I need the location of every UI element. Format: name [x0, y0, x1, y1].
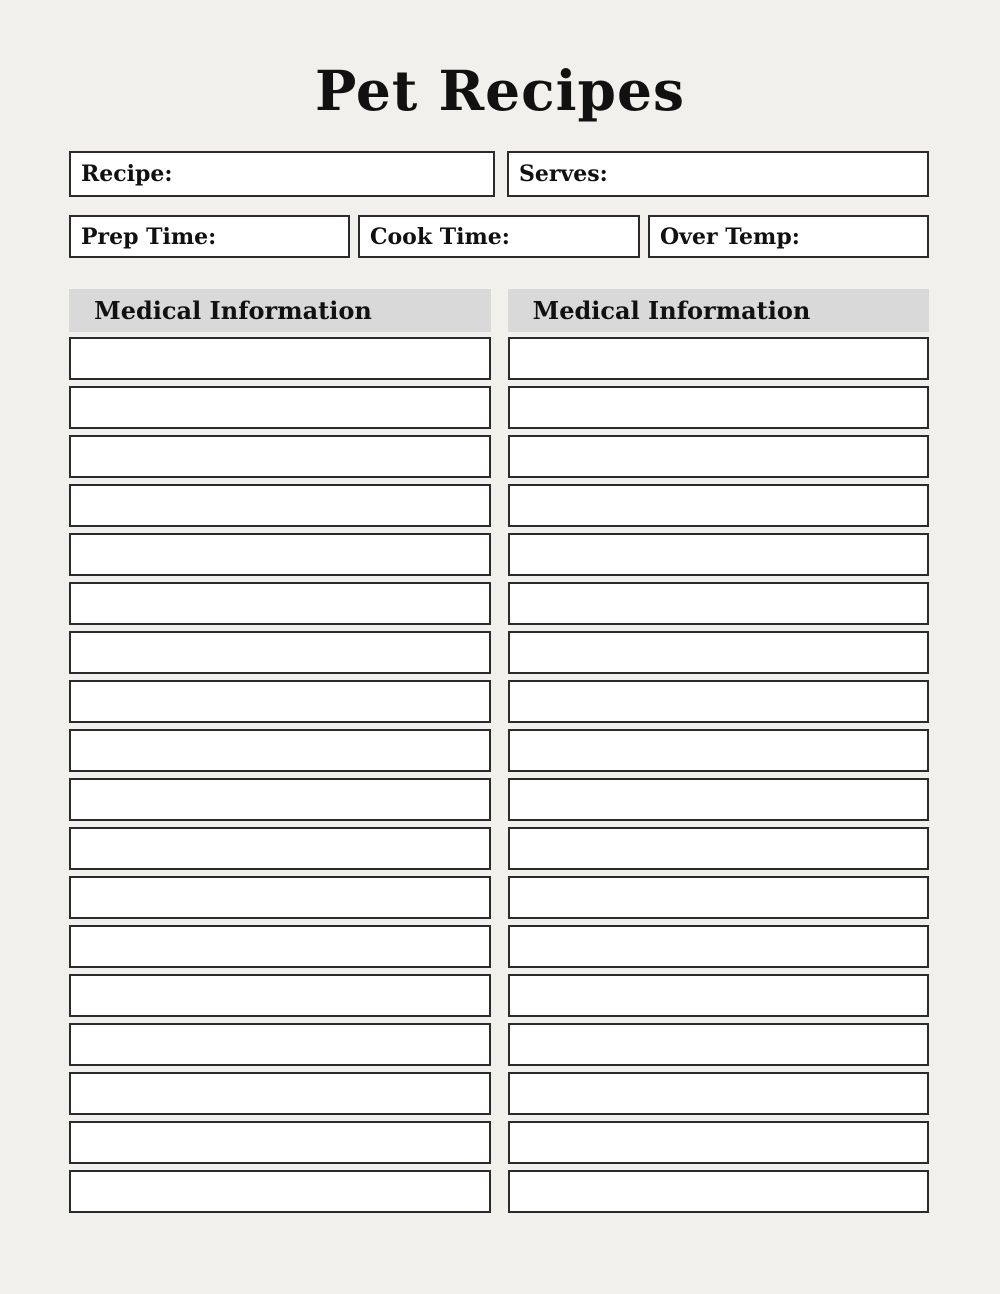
medical-info-blank-row[interactable] — [69, 1023, 491, 1066]
medical-info-header-left-label: Medical Information — [94, 296, 372, 326]
medical-info-blank-row[interactable] — [69, 1170, 491, 1213]
medical-info-header-left — [69, 289, 491, 332]
serves-field[interactable] — [507, 151, 929, 197]
medical-info-blank-row[interactable] — [508, 778, 929, 821]
over-temp-field[interactable] — [648, 215, 929, 258]
medical-info-rows-left — [69, 337, 491, 1213]
over-temp-label: Over Temp: — [660, 223, 800, 250]
field-row-times — [69, 215, 929, 258]
medical-info-blank-row[interactable] — [508, 1072, 929, 1115]
medical-info-blank-row[interactable] — [69, 974, 491, 1017]
medical-info-blank-row[interactable] — [508, 974, 929, 1017]
serves-label: Serves: — [519, 161, 608, 188]
medical-info-blank-row[interactable] — [69, 1121, 491, 1164]
medical-info-blank-row[interactable] — [508, 435, 929, 478]
recipe-label: Recipe: — [81, 161, 173, 188]
medical-info-blank-row[interactable] — [69, 778, 491, 821]
medical-info-rows-right — [508, 337, 929, 1213]
medical-info-blank-row[interactable] — [69, 925, 491, 968]
medical-info-blank-row[interactable] — [508, 484, 929, 527]
medical-info-blank-row[interactable] — [508, 337, 929, 380]
medical-info-columns — [69, 289, 931, 1213]
medical-info-column-right — [508, 289, 929, 1213]
medical-info-blank-row[interactable] — [69, 827, 491, 870]
medical-info-blank-row[interactable] — [69, 680, 491, 723]
medical-info-blank-row[interactable] — [69, 435, 491, 478]
medical-info-column-left — [69, 289, 491, 1213]
medical-info-blank-row[interactable] — [508, 827, 929, 870]
cook-time-field[interactable] — [358, 215, 640, 258]
medical-info-blank-row[interactable] — [69, 484, 491, 527]
medical-info-blank-row[interactable] — [508, 386, 929, 429]
medical-info-blank-row[interactable] — [508, 925, 929, 968]
field-row-top — [69, 151, 929, 197]
medical-info-blank-row[interactable] — [69, 337, 491, 380]
medical-info-blank-row[interactable] — [69, 729, 491, 772]
medical-info-blank-row[interactable] — [508, 1023, 929, 1066]
medical-info-blank-row[interactable] — [69, 1072, 491, 1115]
medical-info-blank-row[interactable] — [508, 582, 929, 625]
medical-info-header-right-label: Medical Information — [532, 296, 811, 326]
medical-info-blank-row[interactable] — [69, 876, 491, 919]
medical-info-blank-row[interactable] — [508, 1121, 929, 1164]
prep-time-label: Prep Time: — [81, 223, 217, 250]
medical-info-blank-row[interactable] — [508, 876, 929, 919]
medical-info-blank-row[interactable] — [69, 582, 491, 625]
medical-info-blank-row[interactable] — [508, 729, 929, 772]
cook-time-label: Cook Time: — [370, 223, 510, 250]
medical-info-blank-row[interactable] — [508, 1170, 929, 1213]
page-title: Pet Recipes — [315, 58, 685, 123]
medical-info-blank-row[interactable] — [508, 631, 929, 674]
medical-info-blank-row[interactable] — [69, 386, 491, 429]
prep-time-field[interactable] — [69, 215, 350, 258]
medical-info-blank-row[interactable] — [69, 533, 491, 576]
medical-info-header-right — [508, 289, 929, 332]
medical-info-blank-row[interactable] — [508, 533, 929, 576]
medical-info-blank-row[interactable] — [69, 631, 491, 674]
recipe-field[interactable] — [69, 151, 495, 197]
medical-info-blank-row[interactable] — [508, 680, 929, 723]
